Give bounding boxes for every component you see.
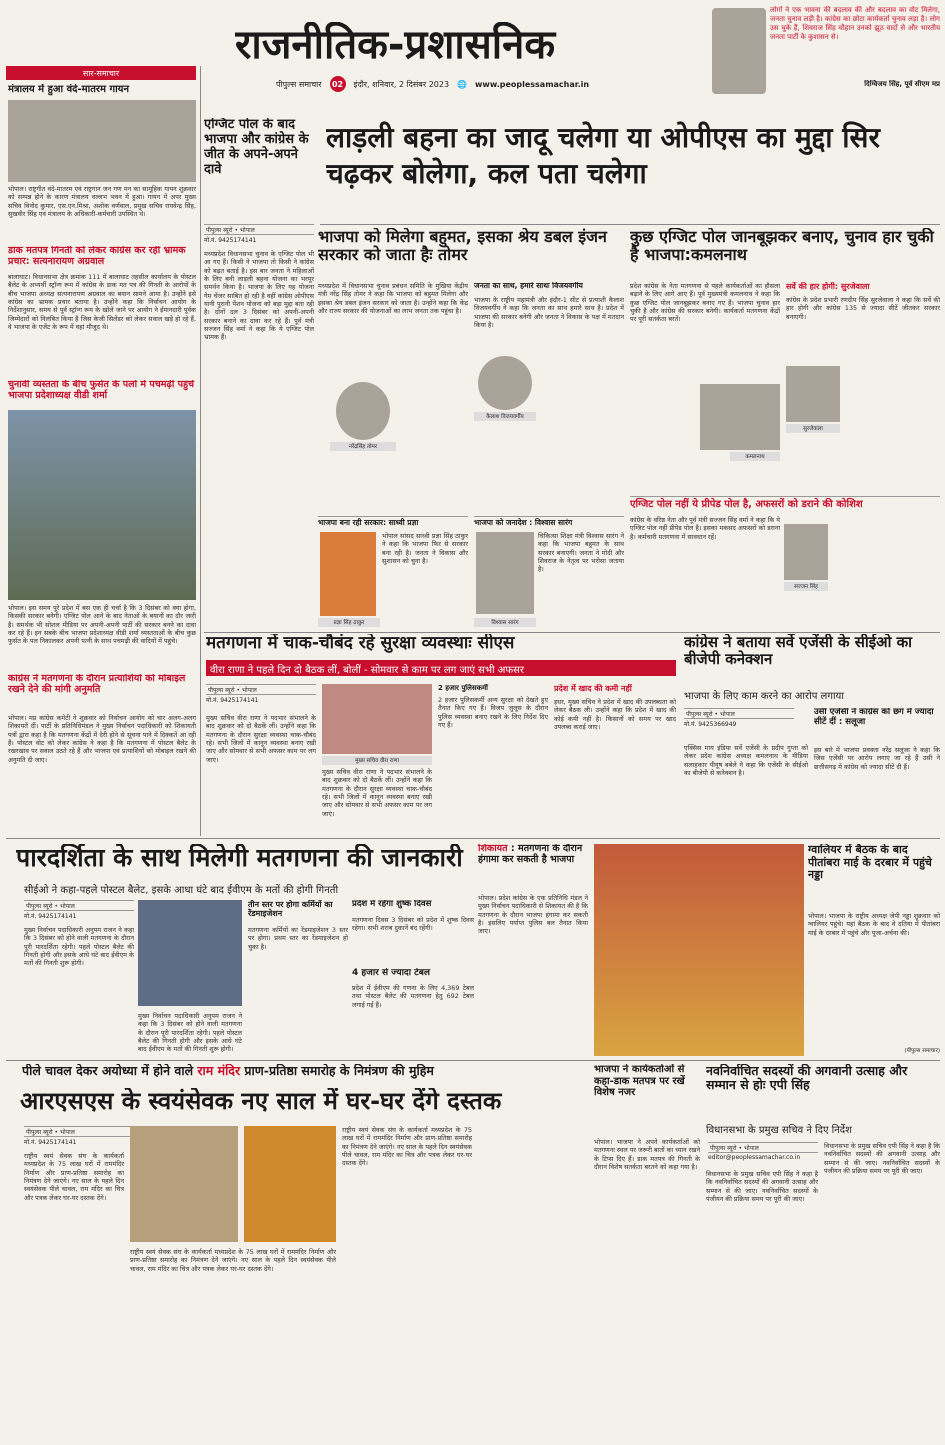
transparency-body-2: मुख्य निर्वाचन पदाधिकारी अनुपम राजन ने कहा कि 3 दिसंबर को होने वाली मतगणना के दौरान पूरी पारदर्शिता रहेगी। पहले पोस्टल बैलेट की गिनती होगी और इसके आधे घंटे बाद ईवीएम के मतों की गिनती शुरू होगी।: [138, 1012, 242, 1054]
kamal-body: प्रदेश कांग्रेस के नेता मतगणना से पहले कार्यकर्ताओं का हौसला बढ़ाने के लिए आगे आए हैं। पूर्व मुख्यमंत्री कमलनाथ ने कहा कि कुछ एग्जिट पोल जानबूझकर बनाए गए हैं। भाजपा चुनाव हार चुकी है और कांग्रेस की सरकार बनेगी। कार्यकर्ता मतगणना केंद्रों पर पूरी सतर्कता बरतें।: [630, 282, 780, 324]
exit-byline: पीपुल्स ब्यूरो • भोपाल: [204, 224, 314, 235]
left-column-rule: [200, 66, 201, 836]
dateline-bar: [276, 76, 652, 92]
vijay-photo: [478, 356, 532, 410]
left-s1-photo: [8, 100, 196, 182]
section-title: राजनीतिक-प्रशासनिक: [235, 22, 556, 68]
surjewala-photo: [786, 366, 840, 422]
tables-body: प्रदेश में ईवीएम की गणना के लिए 4,369 टेबल तथा पोस्टल बैलेट की मतगणना हेतु 692 टेबल लगाई गई हैं।: [352, 984, 474, 1009]
sajjan-photo: [784, 524, 828, 580]
ayodhya-idol-photo: [244, 1126, 336, 1242]
sarang-caption: विश्वास सारंग: [474, 618, 536, 627]
saluja-body: इस बारे में भाजपा प्रवक्ता नरेंद्र सलूजा ने कहा कि जिस एजेंसी पर आरोप लगाए जा रहे हैं उसी ने छत्तीसगढ़ में कांग्रेस को ज्यादा सीटें दी हैं।: [814, 746, 940, 771]
left-s2-body: बालाघाट। विधानसभा क्षेत्र क्रमांक 111 में बालाघाट तहसील कार्यालय के पोस्टल बैलेट के अभ्यर्थी स्ट्रॉन्ग रूम में कांग्रेस के डाक मत पत्र की गिनती के आरोपों के बीच भाजपा अध्यक्ष सत्यनारायण अग्रवाल का बयान सामने आया है। उन्होंने इसे कांग्रेस का भ्रामक प्रचार बताया है। उन्होंने कहा कि निर्वाचन आयोग के निर्देशानुसार, समय से पूर्व स्ट्रॉन्ग रूम के खोले जाने पर आयोग ने ईमानदारी पूर्वक जिम्मेदारों को निलंबित किया है जिस केजी सिलेंडर को लेकर सवाल खड़े हो रहे हैं, वे भाजपा के एजेंट के रूप में वहां मौजूद थे।: [8, 273, 196, 331]
security-photo: [322, 684, 432, 754]
security-headline: मतगणना में चाक-चौबंद रहे सुरक्षा व्यवस्थाः सीएस: [206, 634, 515, 653]
security-body-2: मुख्य सचिव वीरा राणा ने पदभार संभालने के बाद शुक्रवार को दो बैठकें लीं। उन्होंने कहा कि मतगणना के दौरान सुरक्षा व्यवस्था चाक-चौबंद रहे। सभी जिलों में कानून व्यवस्था बनाए रखी जाए और सोमवार से सभी अफसर काम पर लग जाएं।: [322, 768, 432, 818]
left-s1-body: भोपाल। राष्ट्रगीत वंदे-मातरम एवं राष्ट्रगान जन गण मन का सामूहिक गायन शुक्रवार को सम्पन्न होने के कारण मंत्रालय वल्लभ भवन में हुआ। गायन में अपर मुख्य सचिव विनोद कुमार, एस.एन.मिश्रा, अशोक वर्णवाल, प्रमुख सचिव राघवेन्द्र सिंह, सुखवीर सिंह एवं मंत्रालय के अधिकारी-कर्मचारी उपस्थित थे।: [8, 185, 196, 218]
kamal-photo: [700, 384, 780, 450]
page-number: 02: [330, 76, 346, 92]
surjewala-body: कांग्रेस के प्रदेश प्रभारी रणदीप सिंह सुरजेवाला ने कहा कि सर्वे की हार होगी और कांग्रेस 135 से ज्यादा सीटें जीतकर सरकार बनाएगी।: [786, 296, 940, 321]
vijay-caption: कैलाश विजयवर्गीय: [474, 412, 536, 421]
quote-author: दिग्विजय सिंह, पूर्व सीएम मप्र: [864, 80, 940, 88]
vijay-body: भाजपा के राष्ट्रीय महामंत्री और इंदौर-1 सीट से प्रत्याशी कैलाश विजयवर्गीय ने कहा कि जनता का साथ हमारे साथ है। प्रदेश में भाजपा की सरकार बनेगी और जनता ने विकास के पक्ष में मतदान किया है।: [474, 296, 624, 329]
website: www.peoplessamachar.in: [475, 79, 590, 89]
security-sub: वीरा राणा ने पहले दिन दो बैठक लीं, बोलीं - सोमवार से काम पर लग जाएं सभी अफसर: [206, 660, 676, 676]
security-mobile: मो.नं. 9425174141: [206, 697, 259, 704]
welcome-body: विधानसभा के प्रमुख सचिव एपी सिंह ने कहा है कि नवनिर्वाचित सदस्यों की अगवानी उत्साह और सम्मान से की जाए। नवनिर्वाचित सदस्यों के पंजीयन की प्रक्रिया समय पर पूरी की जाए।: [706, 1170, 818, 1203]
welcome-email: editor@peoplessamachar.co.in: [708, 1154, 801, 1161]
left-s4-body: भोपाल। मप्र कांग्रेस कमेटी ने शुक्रवार को निर्वाचन आयोग को चार अलग-अलग शिकायतें दीं। पार्टी के प्रतिनिधिमंडल ने मुख्य निर्वाचन पदाधिकारी को शिकायती पत्रों द्वारा कहा है कि मतगणना केंद्रों में देरी होने से सूचना पाने में दिक्कतें आ रही हैं। पोस्टल वोट को लेकर कांग्रेस ने कहा है कि मतगणना में पोस्टल बैलेट के रखरखाव पर सवाल उठते रहे हैं और भाजपा एवं प्रत्याशियों को मोबाइल रखने की अनुमति दी जाए।: [8, 714, 196, 764]
pragya-headline: भाजपा बना रही सरकार: साध्वी प्रज्ञा: [318, 516, 468, 528]
transparency-photo: [138, 900, 242, 1006]
rounds-body: मतगणना कर्मियों का रेंडमाइजेशन 3 स्तर पर होगा। प्रथम स्तर का रेंडमाइजेशन हो चुका है।: [248, 926, 348, 951]
nadda-credit: (पीपुल्स समाचार): [904, 1048, 940, 1054]
exit-body: मध्यप्रदेश विधानसभा चुनाव के एग्जिट पोल भी आ गए हैं। किसी ने भाजपा तो किसी ने कांग्रेस को बढ़त बताई है। इस बार जनता ने महिलाओं के लिए बनी लाड़ली बहना योजना का भरपूर समर्थन किया है। भाजपा के लिए यह योजना गेम चेंजर साबित हो रही है वहीं कांग्रेस ओपीएस यानी पुरानी पेंशन योजना को बड़ा मुद्दा बता रही है। दोनों दल 3 दिसंबर को अपनी-अपनी सरकार बनाने का दावा कर रहे हैं। पूर्व मंत्री सज्जन सिंह वर्मा ने कहा कि ये एग्जिट पोल भ्रामक हैं।: [204, 250, 314, 342]
dryday-headline: प्रदेश में रहेगा शुष्क दिवस: [352, 900, 432, 909]
nadda-body: भोपाल। भाजपा के राष्ट्रीय अध्यक्ष जेपी नड्डा शुक्रवार को ग्वालियर पहुंचे। यहां बैठक के बाद वे दतिया में पीतांबरा माई के दरबार में पहुंचे और पूजा-अर्चना की।: [808, 912, 940, 937]
ayodhya-body-3: राष्ट्रीय स्वयं सेवक संघ के कार्यकर्ता मध्यप्रदेश के 75 लाख घरों में राममंदिर निर्माण और प्राण-प्रतिष्ठा समारोह का निमंत्रण देने जाएंगे। नए साल के पहले दिन स्वयंसेवक पीले चावल, राम मंदिर का चित्र और पत्रक लेकर घर-घर दस्तक देंगे।: [342, 1126, 472, 1168]
fertilizer-headline: प्रदेश में खाद की कमी नहीं: [554, 684, 632, 693]
sajjan-caption: सज्जन सिंह: [784, 582, 828, 591]
rule-3: [6, 1060, 940, 1061]
exit-mobile: मो.नं. 9425174141: [204, 237, 257, 244]
kamal-caption: कमलनाथ: [730, 452, 780, 461]
left-s3-photo: [8, 410, 196, 600]
exit-headline: एग्जिट पोल के बाद भाजपा और कांग्रेस के जीत के अपने-अपने दावे: [204, 118, 309, 177]
rule-2: [6, 838, 940, 839]
dateline: इंदौर, शनिवार, 2 दिसंबर 2023: [353, 79, 450, 89]
tomar-headline: भाजपा को मिलेगा बहुमत, इसका श्रेय डबल इंजन सरकार को जाता हैः तोमर: [318, 228, 607, 265]
rounds-headline: तीन स्तर पर होगा कर्मियों का रेंडमाइजेशन: [248, 900, 333, 919]
sajjan-headline: [630, 496, 940, 512]
surveyagency-mobile: मो.नं. 9425366949: [684, 721, 737, 728]
welcome-sub: विधानसभा के प्रमुख सचिव ने दिए निर्देश: [706, 1125, 852, 1136]
globe-icon: 🌐: [457, 79, 468, 89]
security-body: मुख्य सचिव वीरा राणा ने पदभार संभालने के बाद शुक्रवार को दो बैठकें लीं। उन्होंने कहा कि मतगणना के दौरान सुरक्षा व्यवस्था चाक-चौबंद रहे। सभी जिलों में कानून व्यवस्था बनाए रखी जाए और सोमवार से सभी अफसर काम पर लग जाएं।: [206, 714, 316, 764]
vijay-headline: जनता का साथ, हमारे साथः विजयवर्गीय: [474, 282, 583, 290]
lead-headline: लाड़ली बहना का जादू चलेगा या ओपीएस का मुद्दा सिर चढ़कर बोलेगा, कल पता चलेगा: [326, 121, 880, 191]
left-s3-body: भोपाल। इस समय पूरे प्रदेश में बस एक ही चर्चा है कि 3 दिसंबर को क्या होगा, किसकी सरकार बनेगी। एग्जिट पोल आने के बाद नेताओं के बयानों का दौर जारी है। समर्थक भी सोशल मीडिया पर अपनी-अपनी पार्टी की सरकार बनने का दावा कर रहे हैं। इन सबके बीच भाजपा प्रदेशाध्यक्ष वीडी शर्मा व्यस्तताओं के बीच कुछ फुर्सत के पल निकालकर अपनी पत्नी के साथ पचमढ़ी की वादियों में पहुंचे।: [8, 604, 196, 646]
ayodhya-body: राष्ट्रीय स्वयं सेवक संघ के कार्यकर्ता मध्यप्रदेश के 75 लाख घरों में राममंदिर निर्माण और प्राण-प्रतिष्ठा समारोह का निमंत्रण देने जाएंगे। नए साल के पहले दिन स्वयंसेवक पीले चावल, राम मंदिर का चित्र और पत्रक लेकर घर-घर दस्तक देंगे।: [24, 1152, 124, 1202]
surveyagency-sub: भाजपा के लिए काम करने का आरोप लगाया: [684, 691, 844, 702]
tomar-body: मध्यप्रदेश में विधानसभा चुनाव प्रबंधन समिति के मुखिया केंद्रीय मंत्री नरेंद्र सिंह तोमर ने कहा कि भाजपा को बहुमत मिलेगा और इसका श्रेय डबल इंजन सरकार को जाता है। उन्होंने कहा कि केंद्र और राज्य सरकार की योजनाओं का लाभ जनता तक पहुंचा है।: [318, 282, 468, 315]
ayodhya-kicker-post: प्राण-प्रतिष्ठा समारोह के निमंत्रण की मुहिम: [244, 1064, 434, 1078]
ayodhya-kicker-pre: पीले चावल देकर अयोध्या में होने वाले: [22, 1064, 194, 1078]
security-byline: पीपुल्स ब्यूरो • भोपाल: [206, 684, 316, 695]
ayodhya-byline: पीपुल्स ब्यूरो • भोपाल: [24, 1126, 134, 1137]
complaint-headline-text: मतगणना के दौरान हंगामा कर सकती है भाजपा: [478, 844, 583, 865]
ayodhya-headline: आरएसएस के स्वयंसेवक नए साल में घर-घर देंगे दस्तक: [20, 1088, 502, 1115]
pragya-caption: प्रज्ञा सिंह ठाकुर: [318, 618, 380, 627]
bjpcamp-body: भोपाल। भाजपा ने अपने कार्यकर्ताओं को मतगणना स्थल पर जरूरी बातों का ध्यान रखने के टिप्स दिए हैं। डाक मतपत्र की गिनती के दौरान विशेष सतर्कता बरतने को कहा गया है।: [594, 1138, 700, 1171]
surveyagency-headline: कांग्रेस ने बताया सर्वे एजेंसी के सीईओ का बीजेपी कनेक्शन: [684, 634, 913, 669]
kamal-headline: कुछ एग्जिट पोल जानबूझकर बनाए, चुनाव हार चुकी है भाजपा:कमलनाथ: [630, 228, 934, 265]
police-headline: 2 हजार पुलिसकर्मी: [438, 684, 488, 692]
lead-rule: [320, 224, 940, 225]
welcome-headline: नवनिर्वाचित सदस्यों की अगवानी उत्साह और सम्मान से होः एपी सिंह: [706, 1064, 908, 1093]
sarang-photo: [476, 532, 534, 614]
complaint-headline: शिकायत : मतगणना के दौरान हंगामा कर सकती है भाजपा: [478, 844, 583, 865]
ayodhya-kicker-red: राम मंदिर: [197, 1064, 241, 1078]
security-caption: मुख्य सचिव वीरा राणा: [322, 756, 432, 765]
pragya-body: भोपाल सांसद साध्वी प्रज्ञा सिंह ठाकुर ने कहा कि भाजपा फिर से सरकार बना रही है। जनता ने विकास और सुशासन को चुना है।: [382, 532, 468, 565]
tables-headline: 4 हजार से ज्यादा टेबल: [352, 968, 430, 978]
mid-rule: [204, 632, 940, 633]
saluja-headline: उसी एजेंसी ने कांग्रेस को छग में ज्यादा सीटें दीं : सलूजा: [814, 708, 934, 727]
nadda-headline: ग्वालियर में बैठक के बाद पीतांबरा माई के दरबार में पहुंचे नड्डा: [808, 844, 932, 882]
bjpcamp-headline: भाजपा ने कार्यकर्ताओं से कहा-डाक मतपत्र पर रखें विशेष नजर: [594, 1064, 685, 1098]
quote-text: लोगों ने एक भावना की बदलाव की और बदलाव का वोट मिलेगा, जनता चुनाव लड़ी है। कांग्रेस का छोटा कार्यकर्ता चुनाव लड़ा है। लोग उस चुके हैं, शिवराज सिंह चौहान उनको झूठ वादों से और भारतीय जनता पार्टी के कुशासन से।: [770, 6, 940, 42]
police-body: 2 हजार पुलिसकर्मी अन्य सुरक्षा को देखते हुए तैनात किए गए हैं। विजय जुलूस के दौरान पुलिस व्यवस्था बनाए रखने के लिए निर्देश दिए गए हैं।: [438, 696, 548, 729]
surveyagency-body: एक्सिस माय इंडिया सर्वे एजेंसी के प्रदीप गुप्ता को लेकर प्रदेश कांग्रेस अध्यक्ष कमलनाथ के मीडिया सलाहकार पीयूष बबेले ने कहा कि एजेंसी के सीईओ का बीजेपी से कनेक्शन है।: [684, 744, 808, 777]
complaint-tag: शिकायत: [478, 844, 508, 854]
pragya-photo: [320, 532, 376, 616]
surjewala-headline: सर्वे की हार होगी: सुरजेवाला: [786, 282, 870, 291]
complaint-body: भोपाल। प्रदेश कांग्रेस के एक प्रतिनिधि मंडल ने मुख्य निर्वाचन पदाधिकारी से शिकायत की है कि मतगणना के दौरान भाजपा हंगामा कर सकती है। इसलिए पर्याप्त पुलिस बल तैनात किया जाए।: [478, 894, 588, 936]
left-s2-headline: डाक मतपत्र गिनती को लेकर कांग्रेस कर रही भ्रामक प्रचार: सत्यनारायण अग्रवाल: [8, 246, 186, 267]
tomar-photo: [336, 382, 390, 440]
transparency-headline: पारदर्शिता के साथ मिलेगी मतगणना की जानकारी: [16, 844, 463, 872]
fertilizer-body: इधर, मुख्य सचिव ने प्रदेश में खाद की उपलब्धता को लेकर बैठक ली। उन्होंने कहा कि प्रदेश में खाद की कोई कमी नहीं है। किसानों को समय पर खाद उपलब्ध कराई जाए।: [554, 698, 676, 731]
sarang-body: चिकित्सा शिक्षा मंत्री विश्वास सारंग ने कहा कि भाजपा बहुमत के साथ सरकार बनाएगी। जनता ने मोदी और शिवराज के नेतृत्व पर भरोसा जताया है।: [538, 532, 624, 574]
dryday-body: मतगणना दिवस 3 दिसंबर को प्रदेश में शुष्क दिवस रहेगा। सभी शराब दुकानें बंद रहेंगी।: [352, 916, 474, 933]
surjewala-caption: सुरजेवाला: [786, 424, 840, 433]
left-s1-headline: मंत्रालय में हुआ वंदे-मातरम गायन: [8, 84, 130, 95]
sajjan-body: कांग्रेस के वरिष्ठ नेता और पूर्व मंत्री सज्जन सिंह वर्मा ने कहा कि ये एग्जिट पोल नहीं प्रीपेड पोल है। इसका मकसद अफसरों को डराना है। कर्मचारी मतगणना में सावधान रहें।: [630, 516, 780, 541]
transparency-sub: सीईओ ने कहा-पहले पोस्टल बैलेट, इसके आधा घंटे बाद ईवीएम के मतों की होगी गिनती: [24, 885, 339, 896]
ayodhya-temple-photo: [130, 1126, 238, 1242]
ayodhya-kicker: [22, 1064, 518, 1084]
transparency-mobile: मो.नं. 9425174141: [24, 913, 77, 920]
welcome-byline: पीपुल्स ब्यूरो • भोपाल: [708, 1142, 818, 1153]
sarang-headline: भाजपा को जनादेश : विश्वास सारंग: [474, 516, 624, 528]
ayodhya-mobile: मो.नं. 9425174141: [24, 1139, 77, 1146]
surveyagency-byline: पीपुल्स ब्यूरो • भोपाल: [684, 708, 794, 719]
nadda-photo: [594, 844, 804, 1056]
transparency-body: मुख्य निर्वाचन पदाधिकारी अनुपम राजन ने कहा कि 3 दिसंबर को होने वाली मतगणना के दौरान पूरी पारदर्शिता रहेगी। पहले पोस्टल बैलेट की गिनती होगी और इसके आधे घंटे बाद ईवीएम के मतों की गिनती शुरू होगी।: [24, 926, 134, 968]
left-s3-headline: चुनावी व्यस्तता के बीच फुर्सत के पलों में पचमढ़ी पहुंचे भाजपा प्रदेशाध्यक्ष वीडी शर्मा: [8, 380, 195, 401]
transparency-byline: पीपुल्स ब्यूरो • भोपाल: [24, 900, 134, 911]
tomar-caption: नरेंद्रसिंह तोमर: [330, 442, 396, 451]
left-s4-headline: कांग्रेस ने मतगणना के दौरान प्रत्याशियों को मोबाइल रखने देने की मांगी अनुमति: [8, 674, 186, 695]
left-section-label: सार-समाचार: [6, 66, 196, 80]
quote-author-photo: [712, 8, 766, 94]
welcome-body-2: विधानसभा के प्रमुख सचिव एपी सिंह ने कहा है कि नवनिर्वाचित सदस्यों की अगवानी उत्साह और सम्मान से की जाए। नवनिर्वाचित सदस्यों के पंजीयन की प्रक्रिया समय पर पूरी की जाए।: [824, 1142, 940, 1175]
ayodhya-body-2: राष्ट्रीय स्वयं सेवक संघ के कार्यकर्ता मध्यप्रदेश के 75 लाख घरों में राममंदिर निर्माण और प्राण-प्रतिष्ठा समारोह का निमंत्रण देने जाएंगे। नए साल के पहले दिन स्वयंसेवक पीले चावल, राम मंदिर का चित्र और पत्रक लेकर घर-घर दस्तक देंगे।: [130, 1248, 336, 1273]
paper-name: पीपुल्स समाचार: [276, 79, 322, 89]
sajjan-headline-text: एग्जिट पोल नहीं ये प्रीपेड पोल है, अफसरों को डराने की कोशिश: [630, 499, 863, 510]
